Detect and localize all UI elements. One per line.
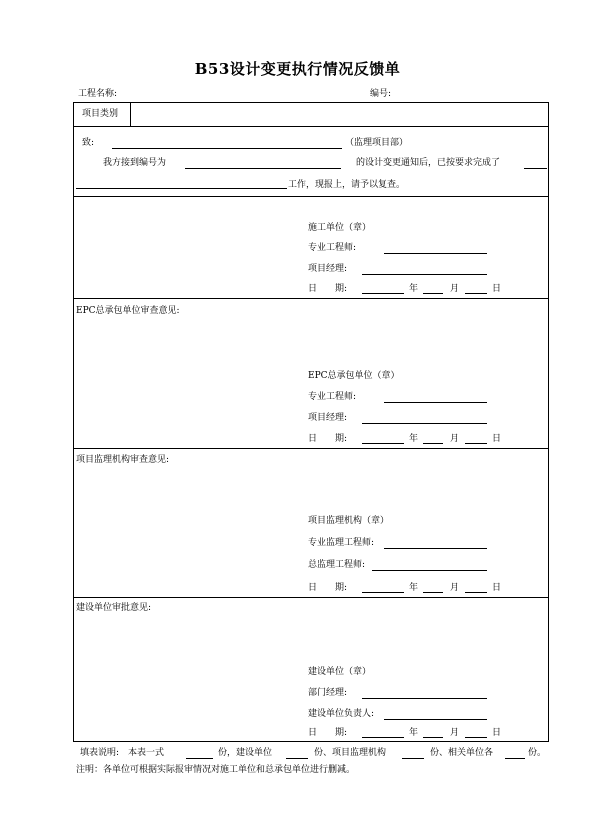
s3-engineer-label: 专业工程师: — [308, 392, 357, 402]
page-title: B53设计变更执行情况反馈单 — [194, 60, 401, 78]
s2-day-label: 日 — [492, 284, 502, 294]
row-divider — [73, 126, 549, 127]
s4-chief-label: 总监理工程师: — [308, 560, 366, 570]
footer-part1: 填表说明: 本表一式 — [80, 748, 165, 758]
s4-year-label: 年 — [409, 583, 419, 593]
footer-note: 注明：各单位可根据实际报审情况对施工单位和总承包单位进行删减。 — [76, 765, 356, 775]
s3-manager-label: 项目经理: — [308, 413, 348, 423]
to-blank[interactable] — [112, 148, 342, 149]
s2-month-blank[interactable] — [423, 293, 443, 294]
s5-dept-manager-label: 部门经理: — [308, 688, 348, 698]
row-divider — [73, 448, 549, 449]
row-divider — [73, 597, 549, 598]
copies-owner-blank[interactable] — [286, 758, 308, 759]
s2-engineer-label: 专业工程师: — [308, 243, 357, 253]
supervision-seal-label: 项目监理机构（章） — [308, 516, 390, 526]
s2-day-blank[interactable] — [465, 293, 487, 294]
s4-year-blank[interactable] — [362, 592, 404, 593]
s3-engineer-blank[interactable] — [384, 402, 487, 403]
notice-suffix: 的设计变更通知后，已按要求完成了 — [356, 158, 501, 168]
owner-approval-heading: 建设单位审批意见: — [76, 603, 152, 613]
s3-month-label: 月 — [450, 434, 460, 444]
s2-engineer-blank[interactable] — [384, 253, 487, 254]
s4-month-label: 月 — [450, 583, 460, 593]
s4-chief-blank[interactable] — [372, 570, 487, 571]
footer-part3: 份、项目监理机构 — [314, 748, 387, 758]
s5-month-blank[interactable] — [423, 737, 443, 738]
s3-date-label: 日 期: — [308, 434, 348, 444]
copies-others-blank[interactable] — [505, 758, 525, 759]
s3-month-blank[interactable] — [423, 443, 443, 444]
copies-supervision-blank[interactable] — [402, 758, 424, 759]
work-suffix: 工作，现报上，请予以复查。 — [288, 180, 406, 190]
contractor-seal-label: 施工单位（章） — [308, 223, 372, 233]
s5-day-label: 日 — [492, 728, 502, 738]
s5-owner-rep-blank[interactable] — [384, 719, 487, 720]
s5-dept-manager-blank[interactable] — [362, 698, 487, 699]
copies-total-blank[interactable] — [186, 758, 213, 759]
s3-day-blank[interactable] — [465, 443, 487, 444]
number-label: 编号: — [370, 89, 392, 99]
category-divider — [130, 102, 131, 126]
s5-date-label: 日 期: — [308, 728, 348, 738]
s3-year-label: 年 — [409, 434, 419, 444]
footer-part5: 份。 — [528, 748, 547, 758]
notice-prefix: 我方接到编号为 — [103, 158, 167, 168]
s5-year-label: 年 — [409, 728, 419, 738]
footer-part2: 份，建设单位 — [218, 748, 273, 758]
row-divider — [73, 298, 549, 299]
supervision-review-heading: 项目监理机构审查意见: — [76, 455, 170, 465]
s2-month-label: 月 — [450, 284, 460, 294]
s2-manager-blank[interactable] — [362, 274, 487, 275]
s4-day-blank[interactable] — [465, 592, 487, 593]
s4-engineer-label: 专业监理工程师: — [308, 538, 375, 548]
s2-year-label: 年 — [409, 284, 419, 294]
s4-date-label: 日 期: — [308, 583, 348, 593]
supervision-dept-label: （监理项目部） — [345, 138, 409, 148]
epc-review-heading: EPC总承包单位审查意见: — [76, 306, 180, 316]
row-divider — [73, 196, 549, 197]
s5-month-label: 月 — [450, 728, 460, 738]
s2-manager-label: 项目经理: — [308, 264, 348, 274]
completed-work-blank-1[interactable] — [524, 168, 547, 169]
owner-seal-label: 建设单位（章） — [308, 667, 372, 677]
s3-day-label: 日 — [492, 434, 502, 444]
s3-year-blank[interactable] — [362, 443, 404, 444]
s5-day-blank[interactable] — [465, 737, 487, 738]
epc-seal-label: EPC总承包单位（章） — [308, 371, 400, 381]
s2-date-label: 日 期: — [308, 284, 348, 294]
notice-number-blank[interactable] — [185, 168, 341, 169]
footer-part4: 份、相关单位各 — [430, 748, 494, 758]
s4-engineer-blank[interactable] — [384, 548, 487, 549]
category-label: 项目类别 — [82, 109, 119, 119]
s2-year-blank[interactable] — [362, 293, 404, 294]
s4-month-blank[interactable] — [423, 592, 443, 593]
to-label: 致: — [82, 138, 95, 148]
s5-year-blank[interactable] — [362, 737, 404, 738]
s3-manager-blank[interactable] — [362, 423, 487, 424]
s4-day-label: 日 — [492, 583, 502, 593]
project-name-label: 工程名称: — [78, 89, 118, 99]
s5-owner-rep-label: 建设单位负责人: — [308, 709, 375, 719]
completed-work-blank-2[interactable] — [76, 188, 287, 189]
